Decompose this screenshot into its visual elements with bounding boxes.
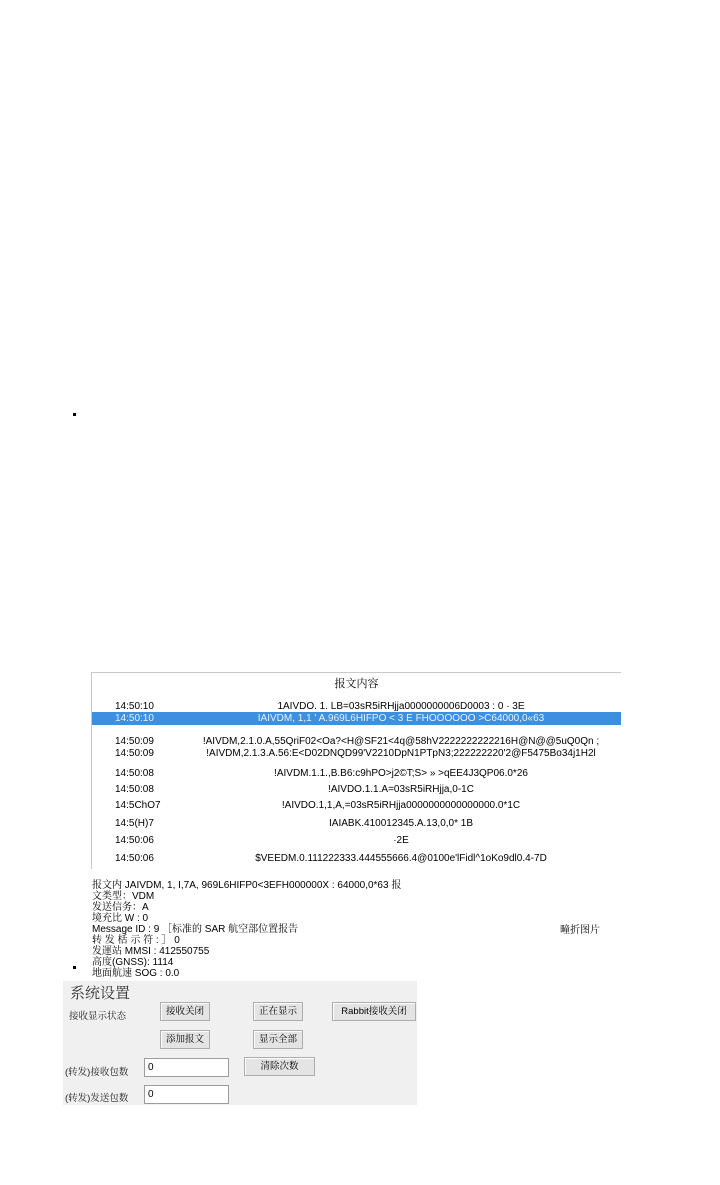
table-row[interactable] xyxy=(92,783,621,796)
row-content: IAIVDM, 1,1 ' A.969L6HIFPO < 3 E FHOOOOOO >C64000,0«63 xyxy=(257,713,545,724)
page-bullet-mark xyxy=(73,413,76,416)
detail-line: 转 发 栝 示 符 : ］ 0 xyxy=(92,935,180,946)
detail-line: 报文内 JAIVDM, 1, I,7A, 969L6HIFP0<3EFH000000X : 64000,0*63 报 xyxy=(92,880,402,891)
table-row[interactable] xyxy=(92,852,621,865)
settings-title: 系统设置 xyxy=(70,985,131,1002)
message-table xyxy=(91,672,621,869)
collapse-image-link[interactable]: 疃折图片 xyxy=(560,925,600,936)
received-packets-field[interactable] xyxy=(144,1058,229,1077)
row-content: !AIVDO.1.1.A=03sR5iRHjja,0-1C xyxy=(328,784,474,795)
table-row[interactable] xyxy=(92,834,621,847)
clear-count-button[interactable]: 清除次数 xyxy=(244,1057,315,1076)
row-time: 14:50:06 xyxy=(115,853,154,864)
row-content: IAIABK.410012345.A.13,0,0* 1B xyxy=(329,818,473,829)
receive-status-label: 接收显示状态 xyxy=(69,1011,127,1022)
row-content: !AIVDM,2.1.3.A.56:E<D02DNQD99'V2210DpN1PTpN3;222222220'2@F5475Bo34j1H2l xyxy=(206,748,596,759)
detail-line: 文类型：VDM xyxy=(92,891,155,902)
table-row[interactable] xyxy=(92,712,621,725)
row-time: 14:5(H)7 xyxy=(115,818,154,829)
received-packets-label: (转发)接收包数 xyxy=(65,1067,129,1078)
displaying-button[interactable]: 正在显示 xyxy=(253,1002,303,1021)
row-content: 1AIVDO. 1. LB=03sR5iRHjja0000000006D0003 : 0 · 3E xyxy=(277,701,525,712)
row-time: 14:50:08 xyxy=(115,784,154,795)
detail-line: 发運站 MMSI : 412550755 xyxy=(92,946,210,957)
row-content: !AIVDM.1.1.,B.B6:c9hPO>j2©T;S> » >qEE4J3QP06.0*26 xyxy=(274,768,528,779)
table-row[interactable] xyxy=(92,799,621,812)
row-time: 14:50:06 xyxy=(115,835,154,846)
row-content: ·2E xyxy=(393,835,409,846)
detail-line: Message ID : 9 ［标准的 SAR 航空部位置报告 xyxy=(92,924,299,935)
row-time: 14:50:10 xyxy=(115,701,154,712)
receive-off-button[interactable]: 接收关闭 xyxy=(160,1002,210,1021)
table-row[interactable] xyxy=(92,817,621,830)
row-content: !AIVDO.1,1,A,=03sR5iRHjja0000000000000000.0*1C xyxy=(281,800,521,811)
table-row[interactable] xyxy=(92,747,621,760)
show-all-button[interactable]: 显示全部 xyxy=(253,1030,303,1049)
row-time: 14:50:10 xyxy=(115,713,154,724)
row-time: 14:50:08 xyxy=(115,768,154,779)
row-content: $VEEDM.0.111222333.444555666.4@0100e'lFidl^1oKo9dl0.4-7D xyxy=(255,853,547,864)
system-settings-panel xyxy=(63,981,417,1105)
page-bullet-mark xyxy=(73,966,76,969)
row-time: 14:50:09 xyxy=(115,736,154,747)
sent-packets-label: (转发)发送包数 xyxy=(65,1093,129,1104)
detail-line: 发送信务：A xyxy=(92,902,149,913)
sent-packets-field[interactable] xyxy=(144,1085,229,1104)
table-row[interactable] xyxy=(92,767,621,780)
row-time: 14:50:09 xyxy=(115,748,154,759)
row-content: !AIVDM,2.1.0.A,55QriF02<Oa?<H@SF21<4q@58hV2222222222216H@N@@5uQ0Qn ; xyxy=(202,736,600,747)
rabbit-receive-off-button[interactable]: Rabbit接收关闭 xyxy=(332,1002,416,1021)
detail-line: 高度(GNSS): 1114 xyxy=(92,957,174,968)
add-message-button[interactable]: 添加报文 xyxy=(160,1030,210,1049)
row-time: 14:5ChO7 xyxy=(115,800,161,811)
detail-line: 境充比 W : 0 xyxy=(92,913,149,924)
detail-line: 地面航速 SOG : 0.0 xyxy=(92,968,180,979)
table-header: 报文内容 xyxy=(334,678,379,690)
